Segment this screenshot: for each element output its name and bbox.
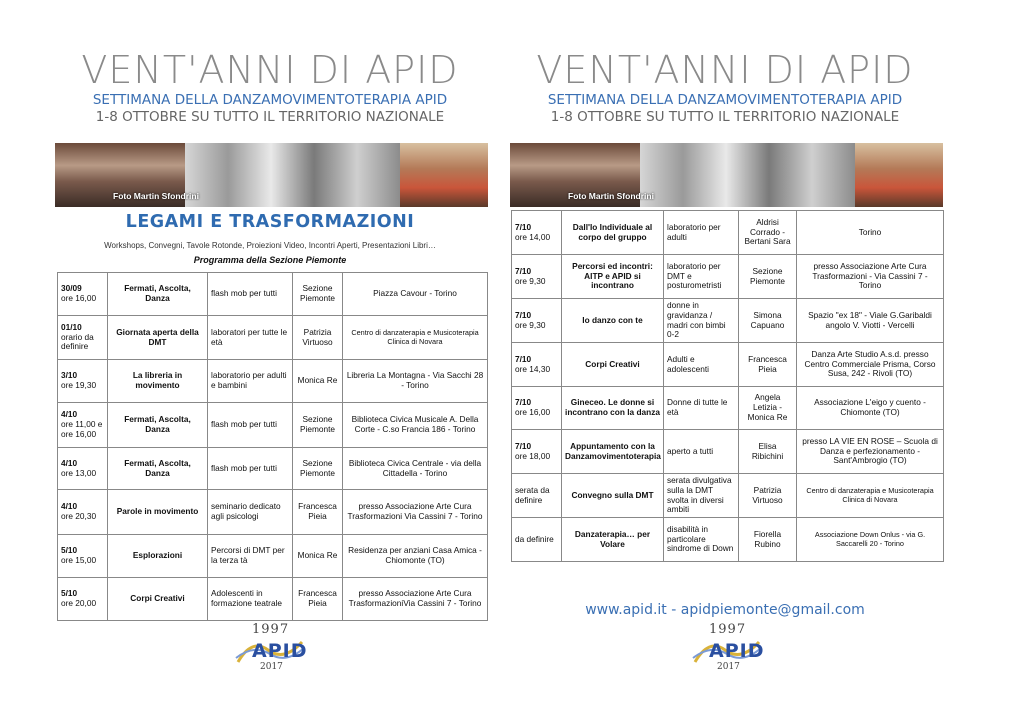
event-date bbox=[512, 518, 562, 562]
event-date bbox=[58, 273, 108, 316]
event-place: Biblioteca Civica Centrale - via della Cittadella - Torino bbox=[343, 448, 488, 490]
logo-year-end: 2017 bbox=[260, 662, 283, 672]
table-row bbox=[512, 518, 944, 562]
table-row bbox=[512, 430, 944, 474]
table-row bbox=[512, 255, 944, 299]
page-title: VENT'ANNI DI APID bbox=[536, 48, 914, 92]
event-leader: Sezione Piemonte bbox=[293, 403, 343, 448]
event-date bbox=[58, 316, 108, 360]
photo-credit: Foto Martin Sfondrini bbox=[568, 191, 654, 201]
event-time: ore 20,30 bbox=[61, 511, 97, 521]
event-place: presso Associazione Arte Cura Trasformazioni Via Cassini 7 - Torino bbox=[343, 490, 488, 535]
event-place: Danza Arte Studio A.s.d. presso Centro Commerciale Prisma, Corso Susa, 242 - Rivoli (TO) bbox=[797, 343, 944, 387]
subtitle-dates: 1-8 OTTOBRE SU TUTTO IL TERRITORIO NAZIONALE bbox=[95, 109, 445, 125]
table-row bbox=[58, 360, 488, 403]
event-date bbox=[58, 448, 108, 490]
event-leader: Monica Re bbox=[293, 360, 343, 403]
event-title: Dall'Io Individuale al corpo del gruppo bbox=[562, 211, 664, 255]
event-type: flash mob per tutti bbox=[208, 403, 293, 448]
logo-year-start: 1997 bbox=[252, 622, 290, 637]
table-row bbox=[58, 490, 488, 535]
event-day: 5/10 bbox=[61, 545, 78, 556]
event-time: da definire bbox=[515, 533, 554, 544]
table-row bbox=[512, 474, 944, 518]
event-title: Fermati, Ascolta, Danza bbox=[108, 403, 208, 448]
event-day: 4/10 bbox=[61, 457, 78, 468]
page-title: VENT'ANNI DI APID bbox=[81, 48, 459, 92]
event-place: Centro di danzaterapia e Musicoterapia Clinica di Novara bbox=[343, 316, 488, 360]
event-time: ore 13,00 bbox=[61, 467, 97, 478]
event-leader: Sezione Piemonte bbox=[739, 255, 797, 299]
event-leader: Francesca Pieia bbox=[293, 578, 343, 621]
event-leader: Patrizia Virtuoso bbox=[739, 474, 797, 518]
table-row bbox=[58, 535, 488, 578]
event-leader: Francesca Pieia bbox=[739, 343, 797, 387]
event-place: presso Associazione Arte Cura TrasformazioniVia Cassini 7 - Torino bbox=[343, 578, 488, 621]
table-row bbox=[58, 448, 488, 490]
event-date bbox=[58, 490, 108, 535]
subtitle-dates: 1-8 OTTOBRE SU TUTTO IL TERRITORIO NAZIONALE bbox=[550, 109, 900, 125]
event-type: Donne di tutte le età bbox=[664, 387, 739, 430]
event-leader: Aldrisi Corrado - Bertani Sara bbox=[739, 211, 797, 255]
event-time: ore 16,00 bbox=[61, 293, 97, 303]
website-contact[interactable]: www.apid.it - apidpiemonte@gmail.com bbox=[585, 602, 865, 618]
event-day: 7/10 bbox=[515, 221, 532, 232]
event-day: 7/10 bbox=[515, 353, 532, 364]
table-row bbox=[58, 273, 488, 316]
tagline: Workshops, Convegni, Tavole Rotonde, Proiezioni Video, Incontri Aperti, Presentazioni Libri… bbox=[104, 241, 436, 250]
event-date bbox=[58, 578, 108, 621]
event-leader: Simona Capuano bbox=[739, 299, 797, 343]
event-day: 5/10 bbox=[61, 588, 78, 599]
event-place: Centro di danzaterapia e Musicoterapia Clinica di Novara bbox=[797, 474, 944, 518]
photo-credit: Foto Martin Sfondrini bbox=[113, 191, 199, 201]
event-time: ore 16,00 bbox=[515, 407, 551, 417]
section-heading: LEGAMI E TRASFORMAZIONI bbox=[125, 212, 415, 232]
event-type: flash mob per tutti bbox=[208, 448, 293, 490]
left-page bbox=[50, 0, 490, 724]
event-type: Adolescenti in formazione teatrale bbox=[208, 578, 293, 621]
event-type: laboratorio per adulti e bambini bbox=[208, 360, 293, 403]
event-place: Residenza per anziani Casa Amica - Chiomonte (TO) bbox=[343, 535, 488, 578]
event-leader: Elisa Ribichini bbox=[739, 430, 797, 474]
right-page bbox=[505, 0, 945, 724]
event-date bbox=[58, 403, 108, 448]
event-title: Esplorazioni bbox=[108, 535, 208, 578]
photo-banner bbox=[55, 143, 488, 207]
event-day: 7/10 bbox=[515, 309, 532, 320]
table-row bbox=[58, 316, 488, 360]
event-date bbox=[512, 211, 562, 255]
event-leader: Sezione Piemonte bbox=[293, 273, 343, 316]
event-leader: Fiorella Rubino bbox=[739, 518, 797, 562]
event-type: Percorsi di DMT per la terza tà bbox=[208, 535, 293, 578]
event-title: Gineceo. Le donne si incontrano con la danza bbox=[562, 387, 664, 430]
event-day: 3/10 bbox=[61, 370, 78, 381]
event-type: laboratori per tutte le età bbox=[208, 316, 293, 360]
event-date bbox=[512, 430, 562, 474]
event-time: orario da definire bbox=[61, 331, 94, 352]
event-day: 7/10 bbox=[515, 440, 532, 451]
logo-name: APID bbox=[252, 640, 308, 662]
event-place: presso Associazione Arte Cura Trasformazioni - Via Cassini 7 - Torino bbox=[797, 255, 944, 299]
event-date bbox=[58, 535, 108, 578]
event-place: Associazione Down Onlus - via G. Saccarelli 20 - Torino bbox=[797, 518, 944, 562]
event-type: flash mob per tutti bbox=[208, 273, 293, 316]
event-type: seminario dedicato agli psicologi bbox=[208, 490, 293, 535]
event-leader: Francesca Pieia bbox=[293, 490, 343, 535]
schedule-table-right bbox=[511, 210, 944, 562]
photo-banner bbox=[510, 143, 943, 207]
event-title: Corpi Creativi bbox=[562, 343, 664, 387]
event-time: ore 15,00 bbox=[61, 555, 97, 565]
event-time: ore 18,00 bbox=[515, 450, 551, 461]
event-title: Percorsi ed incontri: AITP e APID si incontrano bbox=[562, 255, 664, 299]
event-leader: Sezione Piemonte bbox=[293, 448, 343, 490]
event-title: La libreria in movimento bbox=[108, 360, 208, 403]
event-type: Adulti e adolescenti bbox=[664, 343, 739, 387]
subtitle-week: SETTIMANA DELLA DANZAMOVIMENTOTERAPIA APID bbox=[92, 92, 448, 108]
apid-logo bbox=[230, 622, 310, 670]
event-place: presso LA VIE EN ROSE – Scuola di Danza e perfezionamento - Sant'Ambrogio (TO) bbox=[797, 430, 944, 474]
event-type: aperto a tutti bbox=[664, 430, 739, 474]
event-place: Biblioteca Civica Musicale A. Della Corte - C.so Francia 186 - Torino bbox=[343, 403, 488, 448]
event-leader: Angela Letizia - Monica Re bbox=[739, 387, 797, 430]
table-row bbox=[512, 387, 944, 430]
logo-year-start: 1997 bbox=[709, 622, 747, 637]
event-time: ore 9,30 bbox=[515, 319, 546, 330]
event-place: Torino bbox=[797, 211, 944, 255]
event-place: Piazza Cavour - Torino bbox=[343, 273, 488, 316]
subtitle-week: SETTIMANA DELLA DANZAMOVIMENTOTERAPIA APID bbox=[547, 92, 903, 108]
event-time: ore 9,30 bbox=[515, 275, 546, 286]
event-title: Appuntamento con la Danzamovimentoterapia bbox=[562, 430, 664, 474]
event-day: 4/10 bbox=[61, 501, 78, 512]
apid-logo bbox=[687, 622, 767, 670]
schedule-table-left bbox=[57, 272, 488, 621]
table-row bbox=[58, 578, 488, 621]
program-title: Programma della Sezione Piemonte bbox=[193, 255, 347, 265]
event-type: disabilità in particolare sindrome di Down bbox=[664, 518, 739, 562]
event-place: Spazio "ex 18" - Viale G.Garibaldi angolo V. Viotti - Vercelli bbox=[797, 299, 944, 343]
event-title: Fermati, Ascolta, Danza bbox=[108, 273, 208, 316]
event-time: serata da definire bbox=[515, 484, 550, 505]
event-title: Corpi Creativi bbox=[108, 578, 208, 621]
event-time: ore 19,30 bbox=[61, 380, 97, 390]
event-day: 7/10 bbox=[515, 265, 532, 276]
event-date bbox=[512, 343, 562, 387]
event-title: Giornata aperta della DMT bbox=[108, 316, 208, 360]
event-title: Fermati, Ascolta, Danza bbox=[108, 448, 208, 490]
event-title: Danzaterapia… per Volare bbox=[562, 518, 664, 562]
event-type: laboratorio per DMT e posturometristi bbox=[664, 255, 739, 299]
event-place: Associazione L'eigo y cuento - Chiomonte (TO) bbox=[797, 387, 944, 430]
logo-name: APID bbox=[709, 640, 765, 662]
event-type: serata divulgativa sulla la DMT svolta in diversi ambiti bbox=[664, 474, 739, 518]
event-type: donne in gravidanza / madri con bimbi 0-2 bbox=[664, 299, 739, 343]
logo-year-end: 2017 bbox=[717, 662, 740, 672]
table-row bbox=[512, 211, 944, 255]
event-date bbox=[512, 387, 562, 430]
event-title: Convegno sulla DMT bbox=[562, 474, 664, 518]
event-date bbox=[512, 255, 562, 299]
event-time: ore 14,00 bbox=[515, 231, 551, 242]
event-day: 01/10 bbox=[61, 321, 82, 332]
event-time: ore 14,30 bbox=[515, 363, 551, 374]
table-row bbox=[58, 403, 488, 448]
event-place: Libreria La Montagna - Via Sacchi 28 - Torino bbox=[343, 360, 488, 403]
event-date bbox=[58, 360, 108, 403]
event-title: Io danzo con te bbox=[562, 299, 664, 343]
event-date bbox=[512, 299, 562, 343]
event-time: ore 11,00 e ore 16,00 bbox=[61, 419, 103, 439]
event-day: 4/10 bbox=[61, 409, 78, 420]
event-leader: Patrizia Virtuoso bbox=[293, 316, 343, 360]
event-title: Parole in movimento bbox=[108, 490, 208, 535]
event-day: 30/09 bbox=[61, 283, 82, 294]
table-row bbox=[512, 343, 944, 387]
event-type: laboratorio per adulti bbox=[664, 211, 739, 255]
table-row bbox=[512, 299, 944, 343]
event-leader: Monica Re bbox=[293, 535, 343, 578]
event-time: ore 20,00 bbox=[61, 598, 97, 608]
event-day: 7/10 bbox=[515, 397, 532, 408]
event-date bbox=[512, 474, 562, 518]
